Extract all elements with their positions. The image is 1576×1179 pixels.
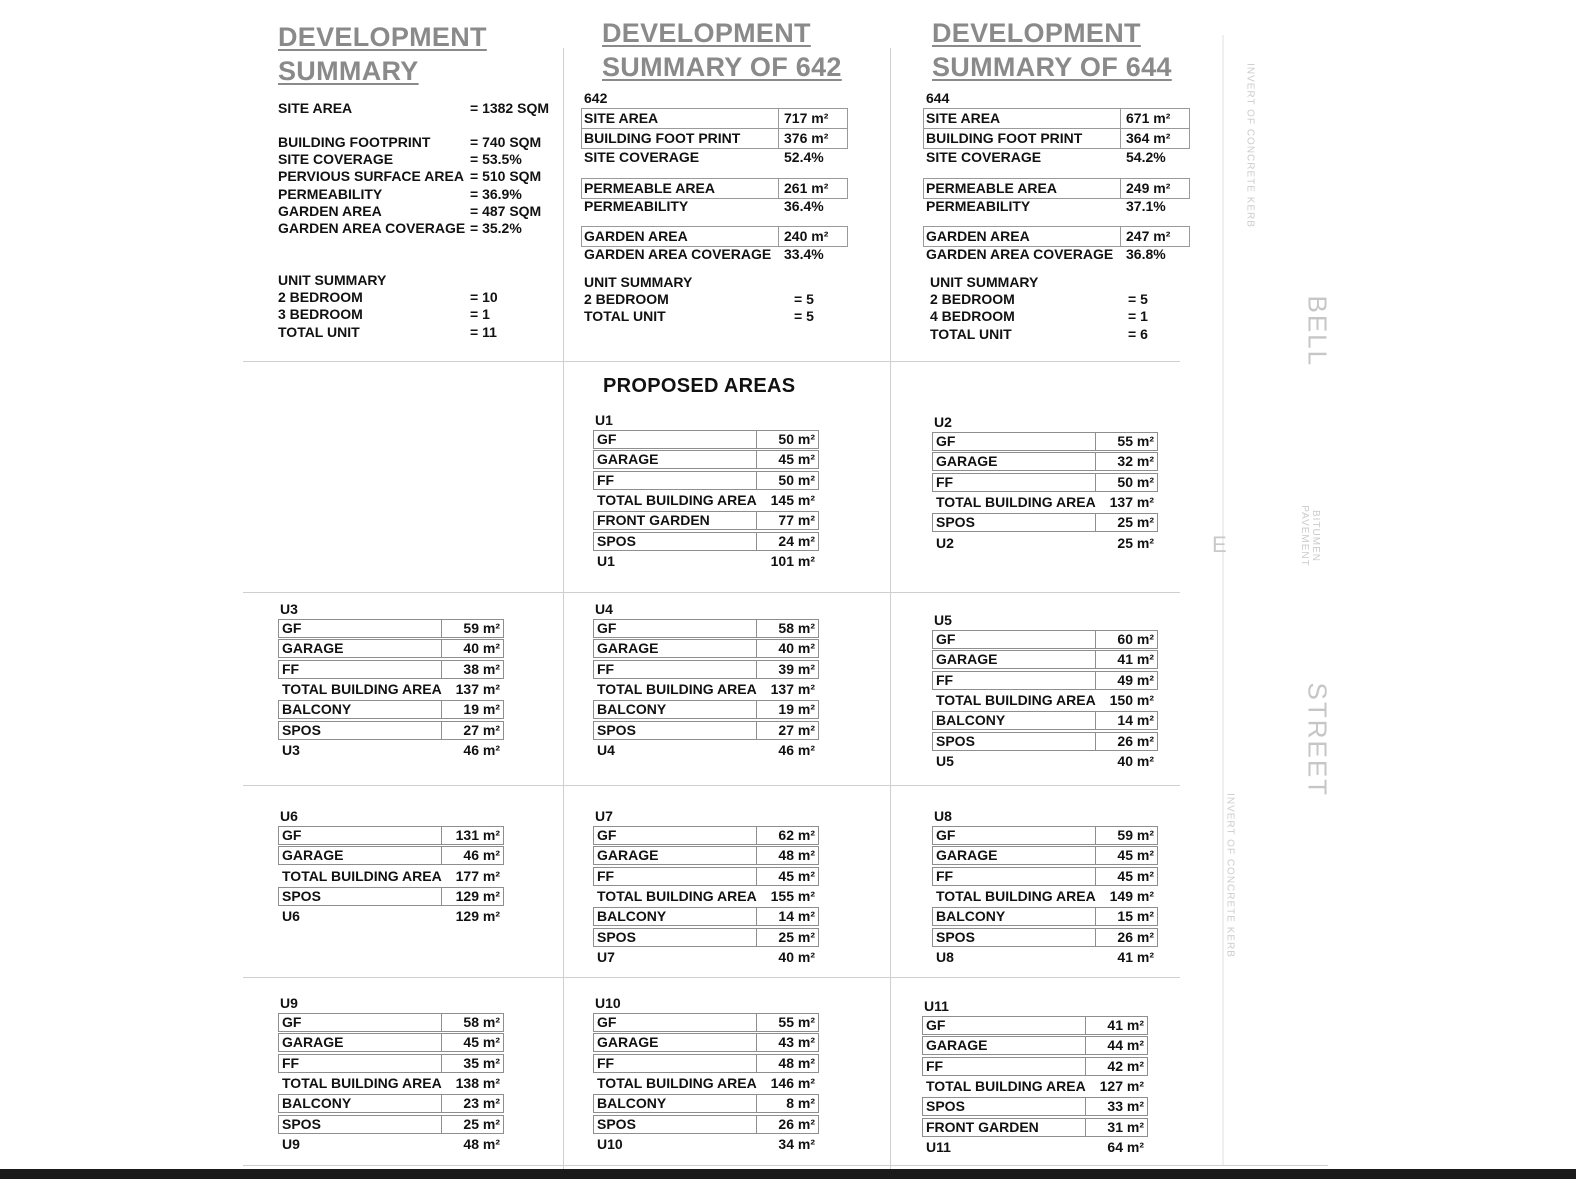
table-row-value: 138 m² — [455, 1074, 500, 1091]
summary-label: BUILDING FOOT PRINT — [926, 130, 1083, 146]
table-row-label: GF — [936, 827, 956, 843]
unit-name: U10 — [595, 995, 621, 1011]
summary-value: 249 m² — [1126, 180, 1171, 196]
table-row-value: 45 m² — [778, 867, 815, 884]
table-row-value: 34 m² — [778, 1135, 815, 1152]
unit-summary-label: UNIT SUMMARY — [930, 274, 1039, 290]
table-row-label: TOTAL BUILDING AREA — [936, 691, 1096, 708]
table-row-value: 40 m² — [778, 640, 815, 657]
table-row-value: 41 m² — [1117, 651, 1154, 668]
summary-value: 37.1% — [1126, 198, 1166, 214]
table-row-value: 15 m² — [1117, 908, 1154, 925]
table-row-label: BALCONY — [597, 908, 667, 925]
unit-name: U5 — [934, 612, 952, 628]
table-row-label: GARAGE — [936, 453, 998, 470]
table-row-label: TOTAL BUILDING AREA — [926, 1077, 1086, 1094]
summary-value: 54.2% — [1126, 149, 1166, 165]
table-row-label: FF — [936, 473, 954, 490]
table-row-value: 45 m² — [1117, 847, 1154, 864]
table-row-value: 25 m² — [1117, 514, 1154, 531]
summary-label: PERMEABLE AREA — [584, 180, 715, 196]
table-row-label: FF — [597, 1054, 615, 1071]
table-row-label: U2 — [936, 534, 954, 551]
table-row-value: 26 m² — [778, 1115, 815, 1132]
table-row-value: 48 m² — [778, 1054, 815, 1071]
table-row-label: GARAGE — [597, 451, 659, 468]
summary-value: = 36.9% — [470, 186, 522, 202]
summary-label: SITE AREA — [926, 110, 1001, 126]
summary-value: 36.4% — [784, 198, 824, 214]
unit-name: U2 — [934, 414, 952, 430]
table-row-value: 77 m² — [778, 512, 815, 529]
table-row-value: 41 m² — [1107, 1017, 1144, 1033]
unit-name: U1 — [595, 412, 613, 428]
summary-value: 52.4% — [784, 149, 824, 165]
column-divider-1 — [563, 48, 564, 1169]
column-divider-2 — [890, 48, 891, 1169]
unit-value: = 11 — [470, 324, 497, 340]
summary-value: 364 m² — [1126, 130, 1171, 146]
table-row-value: 19 m² — [778, 701, 815, 718]
summary-value: = 53.5% — [470, 151, 522, 167]
table-row-value: 127 m² — [1099, 1077, 1144, 1094]
table-row-value: 38 m² — [463, 660, 500, 677]
row-divider-1 — [243, 361, 1180, 362]
table-row-label: BALCONY — [597, 1095, 667, 1112]
table-row-label: U4 — [597, 741, 615, 758]
summary-label: BUILDING FOOT PRINT — [584, 130, 741, 146]
table-row-value: 59 m² — [1117, 827, 1154, 843]
table-row-label: U6 — [282, 908, 300, 925]
row-divider-4 — [243, 977, 1180, 978]
unit-name: U11 — [924, 998, 949, 1014]
table-row-label: SPOS — [282, 721, 321, 738]
table-row-label: TOTAL BUILDING AREA — [597, 1074, 757, 1091]
unit-label: TOTAL UNIT — [278, 324, 360, 340]
summary-label: GARDEN AREA — [926, 228, 1030, 244]
table-row-value: 50 m² — [778, 431, 815, 447]
table-row-value: 39 m² — [778, 660, 815, 677]
table-row-label: FF — [597, 867, 615, 884]
table-row-label: GF — [936, 433, 956, 449]
summary-644-heading: DEVELOPMENT SUMMARY OF 644 — [932, 18, 1172, 82]
unit-name: U4 — [595, 601, 613, 617]
table-row-label: TOTAL BUILDING AREA — [936, 887, 1096, 904]
table-row-label: GARAGE — [597, 1034, 659, 1051]
table-row-label: TOTAL BUILDING AREA — [597, 887, 757, 904]
table-row-value: 46 m² — [778, 741, 815, 758]
table-row-label: GF — [597, 1014, 617, 1030]
summary-label: GARDEN AREA — [278, 203, 382, 219]
summary-value: 376 m² — [784, 130, 829, 146]
summary-value: = 35.2% — [470, 220, 522, 236]
table-row-label: SPOS — [936, 514, 975, 531]
table-row-label: GARAGE — [282, 847, 344, 864]
table-row-value: 58 m² — [778, 620, 815, 636]
table-row-value: 40 m² — [778, 948, 815, 965]
table-row-value: 45 m² — [778, 451, 815, 468]
table-row-value: 101 m² — [770, 552, 815, 569]
table-row-value: 23 m² — [463, 1095, 500, 1112]
summary-value: 36.8% — [1126, 246, 1166, 262]
unit-label: 2 BEDROOM — [584, 291, 669, 307]
summary-value: = 487 SQM — [470, 203, 542, 219]
table-row-label: GARAGE — [936, 847, 998, 864]
table-row-value: 149 m² — [1109, 887, 1154, 904]
table-row-value: 137 m² — [1109, 493, 1154, 510]
table-row-label: BALCONY — [597, 701, 667, 718]
summary-value: 33.4% — [784, 246, 824, 262]
table-row-value: 137 m² — [770, 680, 815, 697]
unit-value: = 5 — [794, 291, 814, 307]
summary-642-heading: DEVELOPMENT SUMMARY OF 642 — [602, 18, 842, 82]
summary-value: 717 m² — [784, 110, 829, 126]
summary-label: GARDEN AREA COVERAGE — [278, 220, 466, 236]
table-row-label: GF — [282, 620, 302, 636]
development-summary-heading: DEVELOPMENT SUMMARY — [278, 22, 487, 86]
table-row-label: U1 — [597, 552, 615, 569]
table-row-value: 32 m² — [1117, 453, 1154, 470]
bottom-border — [0, 1169, 1576, 1179]
summary-value: = 1382 SQM — [470, 100, 549, 116]
summary-label: BUILDING FOOTPRINT — [278, 134, 431, 150]
table-row-value: 50 m² — [778, 471, 815, 488]
table-row-value: 60 m² — [1117, 631, 1154, 647]
summary-label: SITE COVERAGE — [278, 151, 394, 167]
street-name-bell: BELL — [1302, 295, 1333, 368]
table-row-label: FF — [282, 660, 300, 677]
unit-value: = 10 — [470, 289, 498, 305]
unit-label: 3 BEDROOM — [278, 306, 363, 322]
table-row-value: 129 m² — [455, 908, 500, 925]
table-row-value: 42 m² — [1107, 1057, 1144, 1074]
table-row-label: U8 — [936, 948, 954, 965]
table-row-value: 55 m² — [1117, 433, 1154, 449]
unit-value: = 6 — [1128, 326, 1148, 342]
unit-name: U6 — [280, 808, 298, 824]
kerb-label-top: INVERT OF CONCRETE KERB — [1244, 63, 1256, 228]
summary-label: SITE AREA — [584, 110, 659, 126]
unit-label: 2 BEDROOM — [930, 291, 1015, 307]
table-row-label: TOTAL BUILDING AREA — [282, 1074, 442, 1091]
unit-label: TOTAL UNIT — [584, 308, 666, 324]
table-row-label: FF — [597, 660, 615, 677]
table-row-label: GARAGE — [597, 640, 659, 657]
row-divider-5 — [243, 1165, 1328, 1166]
table-row-value: 43 m² — [778, 1034, 815, 1051]
unit-label: 4 BEDROOM — [930, 308, 1015, 324]
table-row-value: 8 m² — [786, 1095, 815, 1112]
table-row-label: GF — [926, 1017, 946, 1033]
table-row-label: U7 — [597, 948, 615, 965]
table-row-value: 46 m² — [463, 741, 500, 758]
table-row-label: U11 — [926, 1138, 951, 1155]
unit-name: U8 — [934, 808, 952, 824]
table-row-value: 19 m² — [463, 701, 500, 718]
table-row-value: 25 m² — [463, 1115, 500, 1132]
row-divider-2 — [243, 592, 1180, 593]
summary-label: PERMEABILITY — [278, 186, 383, 202]
table-row-label: SPOS — [936, 928, 975, 945]
table-row-value: 40 m² — [463, 640, 500, 657]
table-row-label: BALCONY — [936, 908, 1006, 925]
table-row-value: 26 m² — [1117, 928, 1154, 945]
unit-name: U3 — [280, 601, 298, 617]
unit-name: U9 — [280, 995, 298, 1011]
table-row-label: FF — [282, 1054, 300, 1071]
table-row-label: BALCONY — [936, 712, 1006, 729]
table-row-value: 177 m² — [455, 867, 500, 884]
table-row-label: TOTAL BUILDING AREA — [282, 867, 442, 884]
table-row-label: GARAGE — [936, 651, 998, 668]
table-row-value: 150 m² — [1109, 691, 1154, 708]
summary-label: PERMEABILITY — [584, 198, 689, 214]
table-row-value: 59 m² — [463, 620, 500, 636]
table-row-value: 146 m² — [770, 1074, 815, 1091]
table-row-label: FRONT GARDEN — [926, 1118, 1039, 1135]
table-row-label: GARAGE — [926, 1037, 988, 1054]
row-divider-3 — [243, 785, 1180, 786]
table-row-value: 44 m² — [1107, 1037, 1144, 1054]
unit-summary-label: UNIT SUMMARY — [278, 272, 387, 288]
unit-value: = 5 — [1128, 291, 1148, 307]
summary-label: GARDEN AREA COVERAGE — [584, 246, 772, 262]
unit-label: TOTAL UNIT — [930, 326, 1012, 342]
table-row-label: SPOS — [597, 721, 636, 738]
table-row-label: GF — [597, 827, 617, 843]
table-row-value: 55 m² — [778, 1014, 815, 1030]
unit-value: = 1 — [470, 306, 490, 322]
table-row-label: GARAGE — [282, 1034, 344, 1051]
table-row-value: 35 m² — [463, 1054, 500, 1071]
summary-label: PERMEABILITY — [926, 198, 1031, 214]
table-row-label: SPOS — [936, 732, 975, 749]
table-row-value: 27 m² — [463, 721, 500, 738]
table-row-value: 48 m² — [778, 847, 815, 864]
table-row-label: SPOS — [926, 1098, 965, 1115]
unit-value: = 1 — [1128, 308, 1148, 324]
table-row-value: 40 m² — [1117, 752, 1154, 769]
table-row-label: GF — [282, 1014, 302, 1030]
table-row-label: SPOS — [597, 532, 636, 549]
table-row-value: 25 m² — [778, 928, 815, 945]
summary-label: SITE COVERAGE — [926, 149, 1042, 165]
table-row-label: FF — [936, 867, 954, 884]
unit-name: U7 — [595, 808, 613, 824]
table-row-value: 25 m² — [1117, 534, 1154, 551]
summary-value: 240 m² — [784, 228, 829, 244]
lot-number: 644 — [926, 90, 950, 106]
street-letter-e: E — [1212, 532, 1227, 557]
table-row-label: SPOS — [597, 928, 636, 945]
table-row-value: 62 m² — [778, 827, 815, 843]
table-row-value: 129 m² — [455, 887, 500, 904]
summary-value: 261 m² — [784, 180, 829, 196]
unit-label: 2 BEDROOM — [278, 289, 363, 305]
street-name-street: STREET — [1302, 682, 1333, 798]
table-row-label: FF — [926, 1057, 944, 1074]
summary-label: PERVIOUS SURFACE AREA — [278, 168, 464, 184]
table-row-label: FRONT GARDEN — [597, 512, 710, 529]
summary-label: SITE AREA — [278, 100, 353, 116]
proposed-areas-title: PROPOSED AREAS — [603, 375, 796, 397]
table-row-label: TOTAL BUILDING AREA — [936, 493, 1096, 510]
summary-label: PERMEABLE AREA — [926, 180, 1057, 196]
table-row-label: U5 — [936, 752, 954, 769]
table-row-label: FF — [936, 671, 954, 688]
table-row-value: 131 m² — [455, 827, 500, 843]
summary-label: GARDEN AREA COVERAGE — [926, 246, 1114, 262]
pavement-label: BITUMEN PAVEMENT — [1299, 505, 1321, 567]
table-row-label: GF — [282, 827, 302, 843]
table-row-label: BALCONY — [282, 701, 352, 718]
table-row-value: 45 m² — [463, 1034, 500, 1051]
table-row-value: 46 m² — [463, 847, 500, 864]
table-row-label: SPOS — [597, 1115, 636, 1132]
table-row-value: 45 m² — [1117, 867, 1154, 884]
table-row-value: 31 m² — [1107, 1118, 1144, 1135]
table-row-value: 49 m² — [1117, 671, 1154, 688]
table-row-value: 41 m² — [1117, 948, 1154, 965]
table-row-label: SPOS — [282, 1115, 321, 1132]
table-row-label: GARAGE — [282, 640, 344, 657]
unit-summary-label: UNIT SUMMARY — [584, 274, 693, 290]
table-row-value: 24 m² — [778, 532, 815, 549]
table-row-value: 48 m² — [463, 1135, 500, 1152]
table-row-label: SPOS — [282, 887, 321, 904]
table-row-label: U3 — [282, 741, 300, 758]
table-row-label: GF — [597, 431, 617, 447]
table-row-label: GF — [936, 631, 956, 647]
table-row-label: FF — [597, 471, 615, 488]
table-row-label: TOTAL BUILDING AREA — [282, 680, 442, 697]
table-row-value: 145 m² — [770, 491, 815, 508]
table-row-label: U10 — [597, 1135, 623, 1152]
table-row-value: 27 m² — [778, 721, 815, 738]
table-row-value: 14 m² — [1117, 712, 1154, 729]
table-row-label: U9 — [282, 1135, 300, 1152]
lot-number: 642 — [584, 90, 608, 106]
table-row-value: 155 m² — [770, 887, 815, 904]
table-row-label: BALCONY — [282, 1095, 352, 1112]
table-row-value: 50 m² — [1117, 473, 1154, 490]
table-row-label: GARAGE — [597, 847, 659, 864]
table-row-label: TOTAL BUILDING AREA — [597, 680, 757, 697]
table-row-value: 26 m² — [1117, 732, 1154, 749]
summary-label: GARDEN AREA — [584, 228, 688, 244]
kerb-label-bottom: INVERT OF CONCRETE KERB — [1224, 793, 1236, 958]
kerb-line — [1222, 35, 1224, 1165]
summary-label: SITE COVERAGE — [584, 149, 700, 165]
table-row-value: 14 m² — [778, 908, 815, 925]
table-row-label: GF — [597, 620, 617, 636]
unit-value: = 5 — [794, 308, 814, 324]
summary-value: 671 m² — [1126, 110, 1171, 126]
table-row-value: 33 m² — [1107, 1098, 1144, 1115]
summary-value: 247 m² — [1126, 228, 1171, 244]
table-row-value: 58 m² — [463, 1014, 500, 1030]
table-row-value: 64 m² — [1107, 1138, 1144, 1155]
summary-value: = 510 SQM — [470, 168, 542, 184]
summary-value: = 740 SQM — [470, 134, 542, 150]
table-row-value: 137 m² — [455, 680, 500, 697]
table-row-label: TOTAL BUILDING AREA — [597, 491, 757, 508]
